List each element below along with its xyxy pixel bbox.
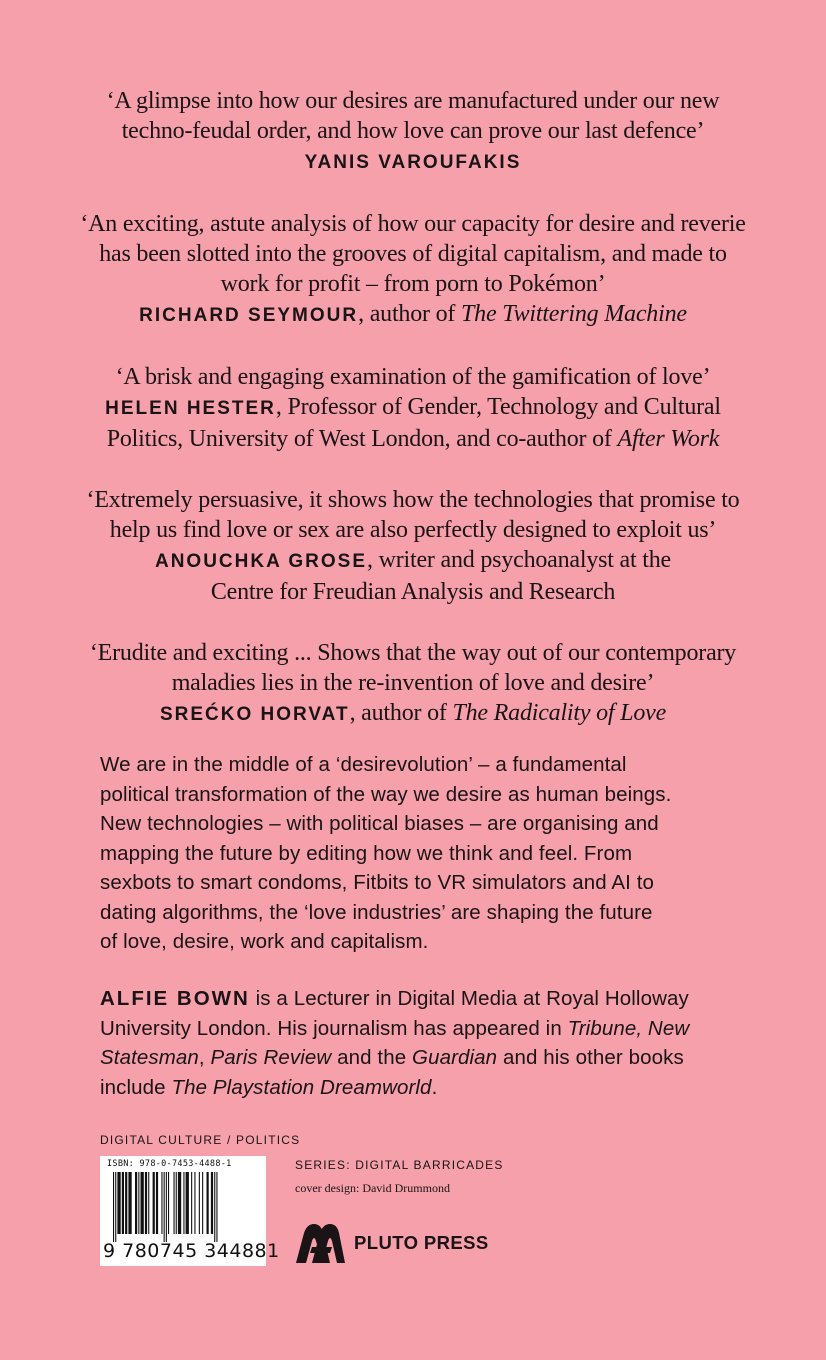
barcode-bar (186, 1172, 189, 1234)
blurb-line: New technologies – with political biases – are organising and (100, 812, 659, 835)
barcode-bar (141, 1172, 144, 1234)
review-quote (53, 638, 773, 730)
reviewer-book-title: The Radicality of Love (452, 700, 667, 726)
barcode-bar (176, 1172, 177, 1234)
blurb-line: sexbots to smart condoms, Fitbits to VR simulators and AI to (100, 871, 655, 894)
author-name: ALFIE BOWN (100, 987, 250, 1010)
bio-text: include (100, 1075, 172, 1099)
barcode-bar (168, 1172, 169, 1234)
series-label: SERIES: DIGITAL BARRICADES (295, 1158, 504, 1172)
reviewer-name: YANIS VAROUFAKIS (304, 152, 522, 173)
reviewer-name: RICHARD SEYMOUR (139, 305, 359, 326)
quote-line: ‘A brisk and engaging examination of the gamification of love’ (115, 364, 711, 390)
reviewer-credentials: , writer and psychoanalyst at the (367, 547, 671, 573)
bio-publication: Tribune, New (567, 1016, 690, 1040)
quote-line: ‘An exciting, astute analysis of how our capacity for desire and reverie (80, 211, 746, 237)
barcode-bar (214, 1172, 215, 1242)
review-quote (53, 362, 773, 454)
bio-book-title: The Playstation Dreamworld (171, 1075, 432, 1099)
quote-line: techno-feudal order, and how love can prove our last defence’ (121, 118, 705, 144)
bio-line (100, 1043, 790, 1073)
quote-line: has been slotted into the grooves of digital capitalism, and made to (99, 241, 727, 267)
quote-attribution (53, 577, 773, 607)
barcode-bar (211, 1172, 213, 1234)
quote-attribution (53, 299, 773, 331)
reviewer-credentials: , Professor of Gender, Technology and Cultural (275, 394, 721, 420)
bio-line (100, 1014, 790, 1044)
barcode-bar (202, 1172, 203, 1234)
publisher-name: PLUTO PRESS (354, 1232, 489, 1253)
barcode-bar (135, 1172, 137, 1234)
bio-text: is a Lecturer in Digital Media at Royal Holloway (249, 987, 689, 1010)
barcode-bar (207, 1172, 209, 1234)
reviewer-book-title: The Twittering Machine (461, 301, 687, 327)
blurb-line: mapping the future by editing how we think and feel. From (100, 841, 633, 865)
quote-attribution (53, 392, 773, 424)
barcode-bar (178, 1172, 181, 1234)
reviewer-credentials: Centre for Freudian Analysis and Research (210, 579, 616, 605)
bio-text: , (198, 1046, 211, 1069)
isbn-digits: 9 780745 344881 (103, 1240, 280, 1262)
review-quote (53, 209, 773, 331)
reviewer-name: ANOUCHKA GROSE (154, 551, 368, 572)
barcode-bar (122, 1172, 124, 1234)
bio-text: and his other books (497, 1046, 684, 1069)
barcode-bar (145, 1172, 147, 1234)
barcode-bar (115, 1172, 116, 1242)
barcode-bars (103, 1172, 263, 1242)
quote-attribution (53, 146, 773, 178)
bio-line (100, 984, 790, 1014)
bio-text: University London. His journalism has appeared in (100, 1016, 568, 1040)
bio-publication: Statesman (100, 1046, 199, 1069)
barcode-bar (153, 1172, 155, 1234)
barcode-bar (117, 1172, 120, 1234)
barcode-bar (113, 1172, 114, 1242)
barcode-bar (183, 1172, 184, 1234)
quote-attribution (53, 424, 773, 454)
reviewer-credentials: , author of (349, 700, 453, 726)
bio-publication: Guardian (412, 1046, 498, 1069)
blurb-line: political transformation of the way we desire as human beings. (100, 782, 672, 806)
barcode-bar (191, 1172, 192, 1234)
review-quote (53, 86, 773, 178)
barcode-bar (174, 1172, 175, 1234)
barcode-bar (164, 1172, 165, 1242)
barcode-bar (194, 1172, 195, 1234)
blurb-line: dating algorithms, the ‘love industries’ are shaping the future (100, 900, 653, 924)
blurb-line: of love, desire, work and capitalism. (100, 930, 429, 953)
pluto-press-logo-icon (294, 1221, 346, 1265)
bio-text: and the (331, 1046, 413, 1069)
book-blurb (100, 750, 790, 957)
barcode-bar (125, 1172, 127, 1234)
quote-attribution (53, 545, 773, 577)
barcode-bar (166, 1172, 167, 1242)
barcode-bar (216, 1172, 217, 1242)
quote-line: maladies lies in the re-invention of love and desire’ (171, 670, 655, 696)
bio-publication: Paris Review (210, 1046, 332, 1069)
reviewer-name: HELEN HESTER (105, 398, 276, 419)
review-quotes (0, 86, 826, 761)
reviewer-name: SREĆKO HORVAT (159, 704, 350, 725)
barcode-bar (161, 1172, 162, 1234)
publisher (294, 1220, 489, 1266)
barcode-bar (138, 1172, 139, 1234)
quote-line: ‘Erudite and exciting ... Shows that the way out of our contemporary (89, 640, 737, 666)
author-bio (100, 984, 790, 1102)
book-category: DIGITAL CULTURE / POLITICS (100, 1133, 301, 1147)
barcode-bar (128, 1172, 131, 1234)
review-quote (53, 485, 773, 607)
cover-design-credit: cover design: David Drummond (295, 1181, 450, 1195)
bio-text: . (431, 1075, 438, 1099)
reviewer-credentials: , author of (358, 301, 462, 327)
quote-line: ‘Extremely persuasive, it shows how the technologies that promise to (86, 487, 740, 513)
isbn-barcode (100, 1156, 280, 1266)
barcode-bar (199, 1172, 200, 1234)
isbn-label: ISBN: 978-0-7453-4488-1 (107, 1159, 232, 1169)
bio-line (100, 1073, 790, 1103)
quote-line: ‘A glimpse into how our desires are manufactured under our new (106, 88, 720, 114)
reviewer-book-title: After Work (617, 426, 720, 452)
quote-attribution (53, 698, 773, 730)
quote-line: help us find love or sex are also perfectly designed to exploit us’ (109, 517, 717, 543)
blurb-line: We are in the middle of a ‘desirevolution’ – a fundamental (100, 753, 627, 776)
barcode-bar (156, 1172, 158, 1234)
barcode-bar (148, 1172, 149, 1234)
reviewer-credentials: Politics, University of West London, and co-author of (106, 426, 618, 452)
quote-line: work for profit – from porn to Pokémon’ (220, 271, 606, 297)
